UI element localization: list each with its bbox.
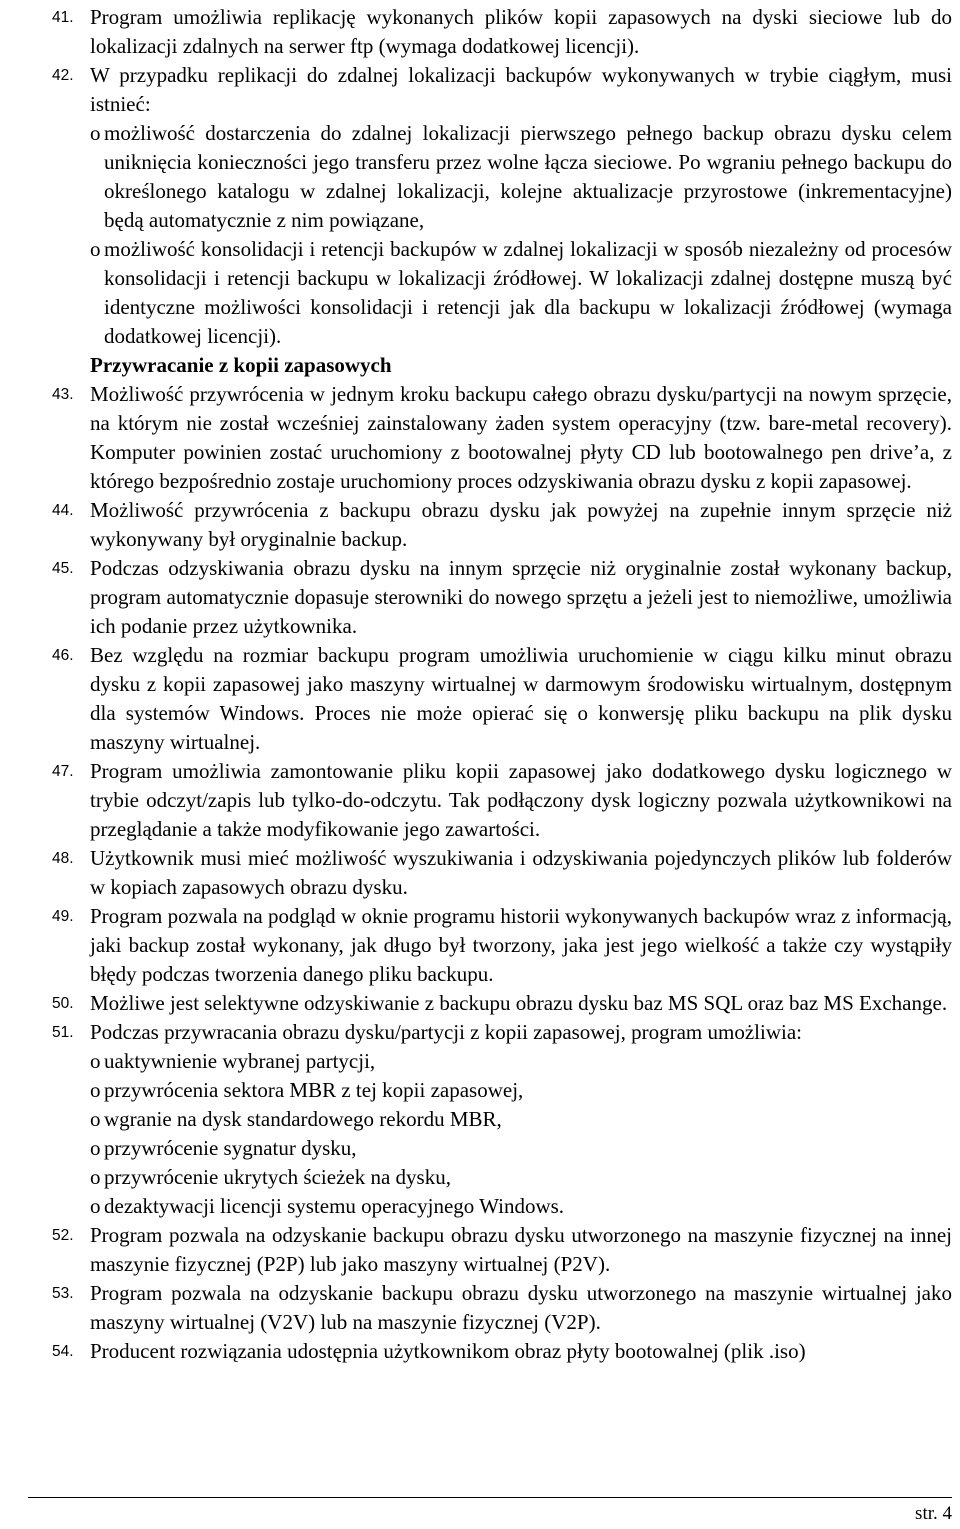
page-number: str. 4: [915, 1503, 952, 1524]
item-number: 48.: [52, 850, 74, 867]
sub-list-item: [28, 1192, 952, 1221]
sub-item-text: dezaktywacji licencji systemu operacyjnego Windows.: [104, 1194, 565, 1218]
list-item: [28, 902, 952, 989]
bullet-icon: o: [90, 1194, 101, 1218]
item-number: 43.: [52, 386, 74, 403]
sub-list-item: [28, 1076, 952, 1105]
item-number: 53.: [52, 1285, 74, 1302]
list-item: [28, 1337, 952, 1366]
item-number: 52.: [52, 1227, 74, 1244]
item-text: Możliwe jest selektywne odzyskiwanie z backupu obrazu dysku baz MS SQL oraz baz MS Exchange.: [90, 991, 948, 1015]
list-item: [28, 380, 952, 496]
sub-list-item: [28, 235, 952, 351]
item-number: 47.: [52, 763, 74, 780]
sub-item-text: przywrócenie sygnatur dysku,: [104, 1136, 357, 1160]
bullet-icon: o: [90, 237, 101, 261]
item-text: Program umożliwia replikację wykonanych plików kopii zapasowych na dyski sieciowe lub do lokalizacji zdalnych na serwer ftp (wymaga dodatkowej licencji).: [90, 5, 952, 58]
section-heading: Przywracanie z kopii zapasowych: [90, 353, 392, 377]
list-item: [28, 989, 952, 1018]
item-text: Program pozwala na odzyskanie backupu obrazu dysku utworzonego na maszynie wirtualnej jako maszyny wirtualnej (V2V) lub na maszynie fizycznej (V2P).: [90, 1281, 952, 1334]
bullet-icon: o: [90, 1165, 101, 1189]
item-text: Użytkownik musi mieć możliwość wyszukiwania i odzyskiwania pojedynczych plików lub folderów w kopiach zapasowych obrazu dysku.: [90, 846, 952, 899]
item-text: Możliwość przywrócenia w jednym kroku backupu całego obrazu dysku/partycji na nowym sprzęcie, na którym nie został wcześniej zainstalowany żaden system operacyjny (tzw. bare-metal recovery). Komputer powinien zostać uruchomiony z bootowalnej płyty CD lub bootowalnego pen drive’a, z którego bezpośrednio zostaje uruchomiony proces odzyskiwania obrazu dysku z kopii zapasowej.: [90, 382, 952, 493]
list-item: [28, 1279, 952, 1337]
document-body: [28, 3, 952, 1498]
sub-list-item: [28, 1163, 952, 1192]
sub-list-item: [28, 1047, 952, 1076]
item-text: W przypadku replikacji do zdalnej lokalizacji backupów wykonywanych w trybie ciągłym, musi istnieć:: [90, 63, 952, 116]
list-item: [28, 844, 952, 902]
sub-item-text: możliwość dostarczenia do zdalnej lokalizacji pierwszego pełnego backup obrazu dysku celem uniknięcia konieczności jego transferu przez wolne łącza sieciowe. Po wgraniu pełnego backupu do określonego katalogu w zdalnej lokalizacji, kolejne aktualizacje przyrostowe (inkrementacyjne) będą automatycznie z nim powiązane,: [104, 121, 952, 232]
sub-item-text: możliwość konsolidacji i retencji backupów w zdalnej lokalizacji w sposób niezależny od procesów konsolidacji i retencji backupu w lokalizacji źródłowej. W lokalizacji zdalnej dostępne muszą być identyczne możliwości konsolidacji i retencji jak dla backupu w lokalizacji źródłowej (wymaga dodatkowej licencji).: [104, 237, 952, 348]
bullet-icon: o: [90, 1049, 101, 1073]
item-number: 49.: [52, 908, 74, 925]
item-number: 44.: [52, 502, 74, 519]
bullet-icon: o: [90, 1078, 101, 1102]
item-text: Producent rozwiązania udostępnia użytkownikom obraz płyty bootowalnej (plik .iso): [90, 1339, 806, 1363]
item-number: 42.: [52, 67, 74, 84]
item-number: 51.: [52, 1024, 74, 1041]
item-number: 46.: [52, 647, 74, 664]
list-item: [28, 641, 952, 757]
bullet-icon: o: [90, 1107, 101, 1131]
bullet-icon: o: [90, 1136, 101, 1160]
list-item: [28, 757, 952, 844]
sub-list-item: [28, 119, 952, 235]
list-item: [28, 61, 952, 119]
item-text: Możliwość przywrócenia z backupu obrazu dysku jak powyżej na zupełnie innym sprzęcie niż wykonywany był oryginalnie backup.: [90, 498, 952, 551]
list-item: [28, 496, 952, 554]
item-number: 45.: [52, 560, 74, 577]
sub-item-text: wgranie na dysk standardowego rekordu MBR,: [104, 1107, 502, 1131]
bullet-icon: o: [90, 121, 101, 145]
item-text: Program umożliwia zamontowanie pliku kopii zapasowej jako dodatkowego dysku logicznego w trybie odczyt/zapis lub tylko-do-odczytu. Tak podłączony dysk logiczny pozwala użytkownikowi na przeglądanie a także modyfikowanie jego zawartości.: [90, 759, 952, 841]
item-text: Program pozwala na odzyskanie backupu obrazu dysku utworzonego na maszynie fizycznej na innej maszynie fizycznej (P2P) lub jako maszyny wirtualnej (P2V).: [90, 1223, 952, 1276]
list-item: [28, 1018, 952, 1047]
list-item: [28, 3, 952, 61]
list-item: [28, 554, 952, 641]
item-number: 41.: [52, 9, 74, 26]
sub-item-text: przywrócenie ukrytych ścieżek na dysku,: [104, 1165, 451, 1189]
item-number: 54.: [52, 1343, 74, 1360]
item-number: 50.: [52, 995, 74, 1012]
list-item: [28, 1221, 952, 1279]
item-text: Bez względu na rozmiar backupu program umożliwia uruchomienie w ciągu kilku minut obrazu dysku z kopii zapasowej jako maszyny wirtualnej w darmowym środowisku wirtualnym, dostępnym dla systemów Windows. Proces nie może opierać się o konwersję pliku backupu na plik dysku maszyny wirtualnej.: [90, 643, 952, 754]
item-text: Program pozwala na podgląd w oknie programu historii wykonywanych backupów wraz z informacją, jaki backup został wykonany, jak długo był tworzony, jaka jest jego wielkość a także czy wystąpiły błędy podczas tworzenia danego pliku backupu.: [90, 904, 952, 986]
item-text: Podczas przywracania obrazu dysku/partycji z kopii zapasowej, program umożliwia:: [90, 1020, 803, 1044]
sub-item-text: uaktywnienie wybranej partycji,: [104, 1049, 376, 1073]
sub-list-item: [28, 1105, 952, 1134]
item-text: Podczas odzyskiwania obrazu dysku na innym sprzęcie niż oryginalnie został wykonany backup, program automatycznie dopasuje sterowniki do nowego sprzętu a jeżeli jest to niemożliwe, umożliwia ich podanie przez użytkownika.: [90, 556, 952, 638]
sub-list-item: [28, 1134, 952, 1163]
sub-item-text: przywrócenia sektora MBR z tej kopii zapasowej,: [104, 1078, 524, 1102]
